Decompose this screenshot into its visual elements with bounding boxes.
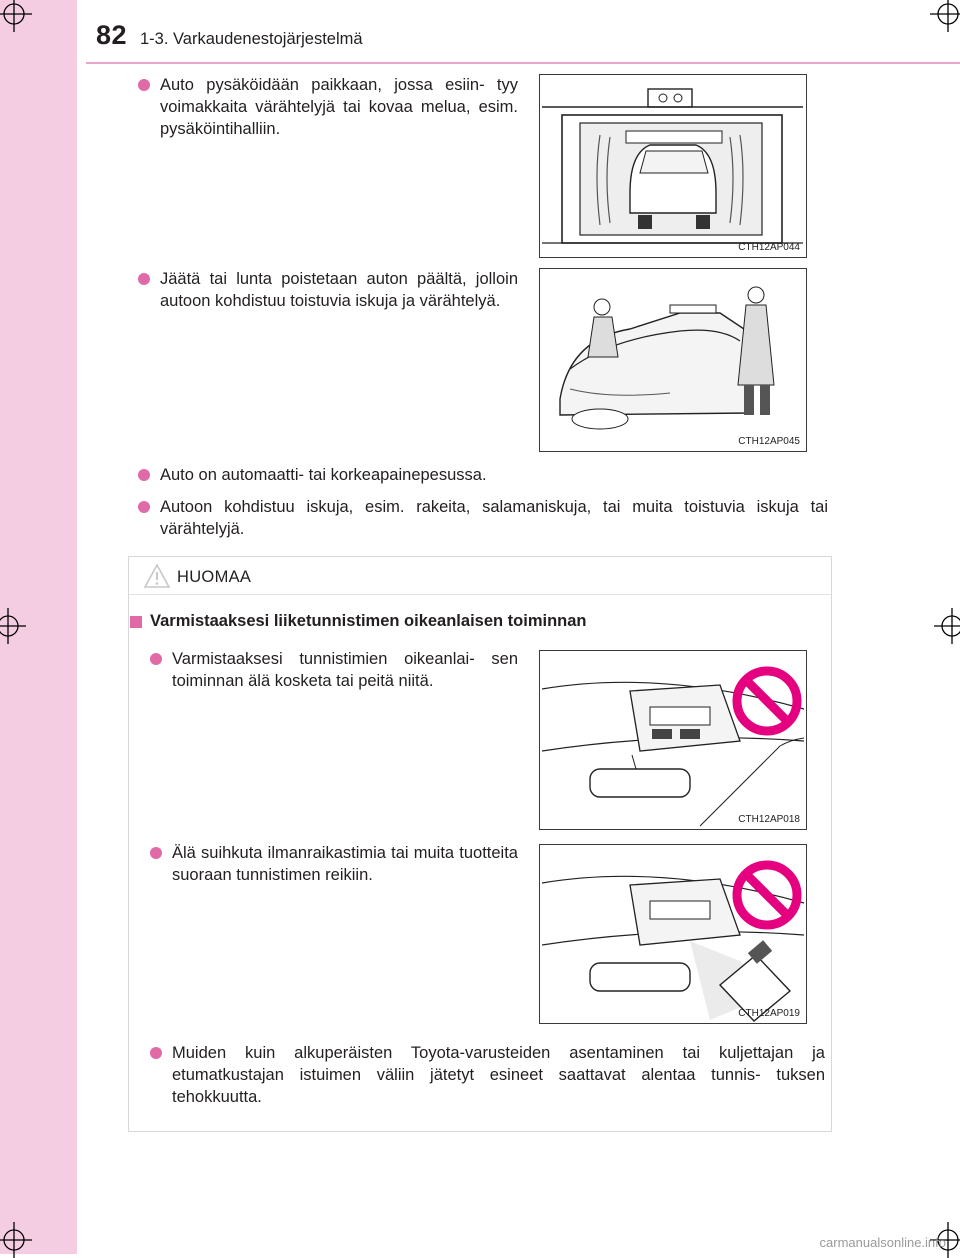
figure-sensor-no-touch <box>539 650 807 830</box>
bullet-dot-icon <box>150 847 162 859</box>
bullet-text: Auto pysäköidään paikkaan, jossa esiin- tyy voimakkaita värähtelyjä tai kovaa melua, esim. pysäköintihalliin. <box>160 76 518 138</box>
figure-car-wash <box>539 74 807 258</box>
warning-triangle-icon <box>143 563 171 589</box>
notice-title: HUOMAA <box>177 568 252 586</box>
figure-code: CTH12AP018 <box>738 814 800 825</box>
bullet-item <box>160 464 820 486</box>
bullet-item <box>160 496 828 540</box>
overhead-console-illustration <box>540 651 805 828</box>
crop-mark-icon <box>0 608 26 644</box>
figure-snow-removal <box>539 268 807 452</box>
bullet-text: Jäätä tai lunta poistetaan auton päältä, jolloin autoon kohdistuu toistuvia iskuja ja värähtelyä. <box>160 270 518 310</box>
footer-watermark: carmanualsonline.info <box>819 1235 946 1250</box>
bullet-text: Älä suihkuta ilmanraikastimia tai muita tuotteita suoraan tunnistimen reikiin. <box>172 844 518 884</box>
bullet-dot-icon <box>138 79 150 91</box>
bullet-dot-icon <box>150 653 162 665</box>
crop-mark-icon <box>934 608 960 644</box>
bullet-text: Muiden kuin alkuperäisten Toyota-varusteiden asentaminen tai kuljettajan ja etumatkustajan istuimen väliin jätetyt esineet saattavat alentaa tunnis- tuksen tehokkuutta. <box>172 1044 825 1106</box>
notice-header <box>129 557 831 595</box>
bullet-text: Auto on automaatti- tai korkeapainepesussa. <box>160 466 487 484</box>
notice-bullet-item <box>172 648 518 692</box>
crop-mark-icon <box>0 0 32 32</box>
page-number: 82 <box>96 20 128 50</box>
bullet-item <box>160 268 518 312</box>
notice-bullet-item <box>172 1042 825 1108</box>
crop-mark-icon <box>930 0 960 32</box>
bullet-text: Autoon kohdistuu iskuja, esim. rakeita, salamaniskuja, tai muita toistuvia iskuja tai värähtelyjä. <box>160 498 828 538</box>
header-rule <box>86 62 960 64</box>
subheading-square-icon <box>130 616 142 628</box>
figure-code: CTH12AP044 <box>738 242 800 253</box>
figure-no-spray <box>539 844 807 1024</box>
notice-bullet-item <box>172 842 518 886</box>
figure-code: CTH12AP019 <box>738 1008 800 1019</box>
snow-removal-illustration <box>540 269 805 450</box>
spray-can-illustration <box>540 845 805 1022</box>
bullet-text: Varmistaaksesi tunnistimien oikeanlai- sen toiminnan älä kosketa tai peitä niitä. <box>172 650 518 690</box>
crop-mark-icon <box>0 1222 32 1258</box>
section-title: 1-3. Varkaudenestojärjestelmä <box>140 30 363 48</box>
figure-code: CTH12AP045 <box>738 436 800 447</box>
bullet-dot-icon <box>150 1047 162 1059</box>
bullet-dot-icon <box>138 273 150 285</box>
bullet-dot-icon <box>138 501 150 513</box>
notice-subheading: Varmistaaksesi liiketunnistimen oikeanlaisen toiminnan <box>150 612 587 630</box>
car-wash-illustration <box>540 75 805 256</box>
bullet-item <box>160 74 518 140</box>
bullet-dot-icon <box>138 469 150 481</box>
